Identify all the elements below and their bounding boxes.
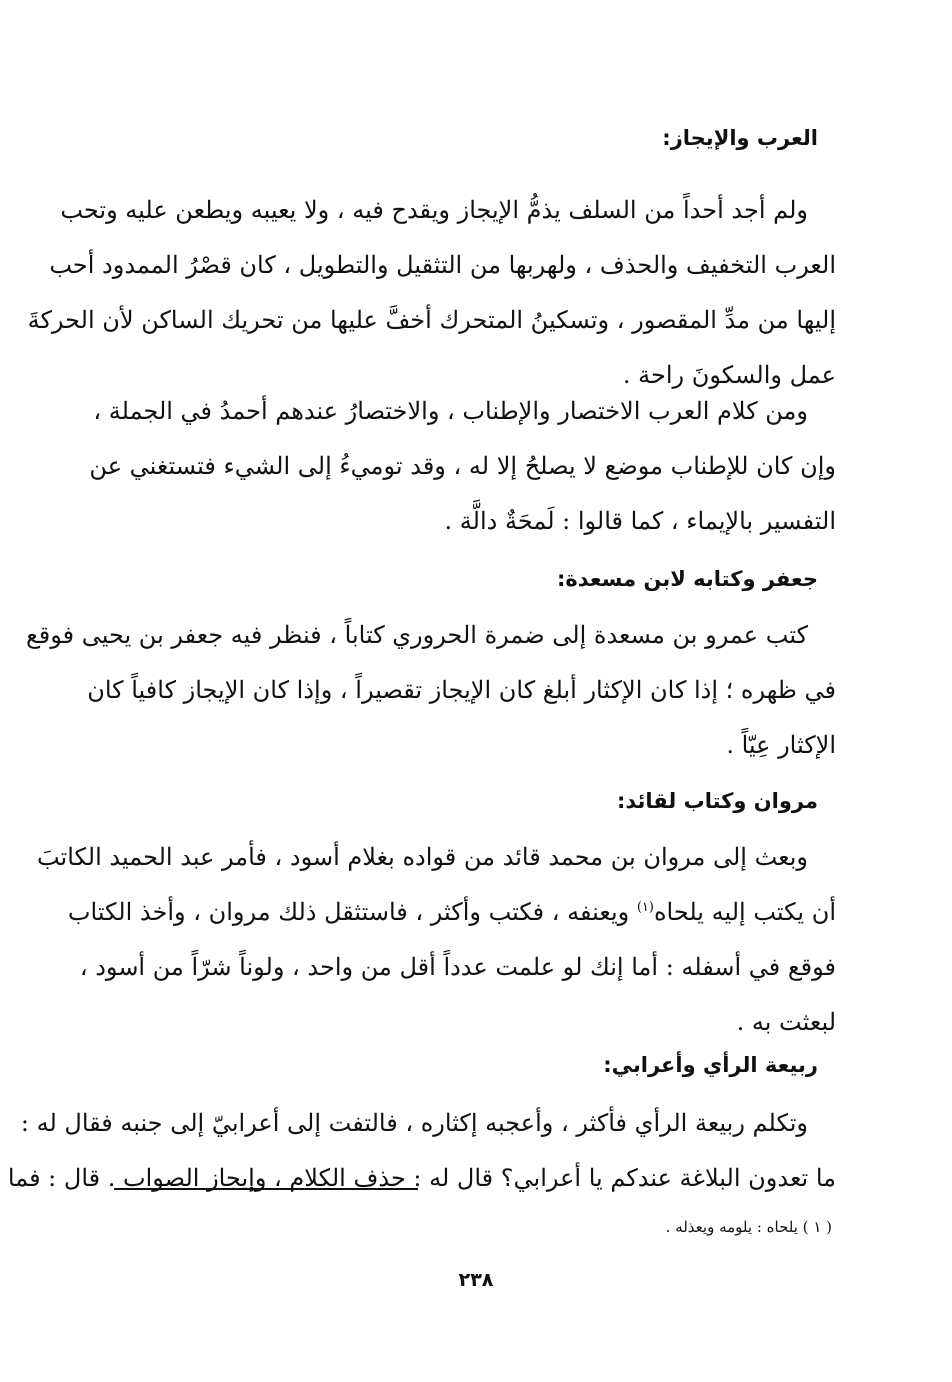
text-line: إليها من مدِّ المقصور ، وتسكينُ المتحرك أخفَّ عليها من تحريك الساكن لأن الحركةَ	[27, 306, 836, 334]
footnote-reference[interactable]: (١)	[636, 900, 654, 915]
text-line: ولم أجد أحداً من السلف يذمُّ الإيجاز ويقدح فيه ، ولا يعيبه ويطعن عليه وتحب	[60, 196, 808, 224]
page-number: ٢٣٨	[458, 1269, 494, 1291]
section-heading: جعفر وكتابه لابن مسعدة:	[556, 567, 818, 591]
text-line: وتكلم ربيعة الرأي فأكثر ، وأعجبه إكثاره ، فالتفت إلى أعرابيّ إلى جنبه فقال له :	[20, 1109, 808, 1137]
text-line: في ظهره ؛ إذا كان الإكثار أبلغ كان الإيجاز تقصيراً ، وإذا كان الإيجاز كافياً كان	[87, 676, 836, 704]
text-line: وبعث إلى مروان بن محمد قائد من قواده بغلام أسود ، فأمر عبد الحميد الكاتبَ	[36, 843, 808, 871]
paragraph	[89, 384, 836, 549]
text-line: فوقع في أسفله : أما إنك لو علمت عدداً أقل من واحد ، ولوناً شرّاً من أسود ،	[79, 953, 836, 981]
text-line: وإن كان للإطناب موضع لا يصلحُ إلا له ، وقد توميءُ إلى الشيء فتستغني عن	[89, 452, 836, 480]
text-line: العرب التخفيف والحذف ، ولهربها من التثقيل والتطويل ، كان قصْرُ الممدود أحب	[49, 251, 836, 279]
text-line: ما تعدون البلاغة عندكم يا أعرابي؟ قال له : حذف الكلام ، وإيجاز الصواب . قال : فما	[7, 1164, 836, 1192]
text-line: ومن كلام العرب الاختصار والإطناب ، والاختصارُ عندهم أحمدُ في الجملة ،	[93, 397, 808, 425]
paragraph	[27, 183, 836, 403]
text-line: كتب عمرو بن مسعدة إلى ضمرة الحروري كتاباً ، فنظر فيه جعفر بن يحيى فوقع	[26, 621, 808, 649]
text-line: الإكثار عِيّاً .	[726, 731, 836, 759]
paragraph	[36, 830, 836, 1050]
footnote-separator	[114, 1188, 418, 1190]
section-heading: ربيعة الرأي وأعرابي:	[603, 1053, 818, 1077]
paragraph	[26, 608, 836, 773]
text-line: عمل والسكونَ راحة .	[622, 361, 836, 389]
text-line: التفسير بالإيماء ، كما قالوا : لَمحَةٌ دالَّة .	[444, 507, 836, 535]
section-heading: مروان وكتاب لقائد:	[617, 789, 818, 813]
section-heading: العرب والإيجاز:	[662, 126, 818, 150]
footnote: ( ١ ) يلحاه : يلومه ويعذله .	[665, 1218, 832, 1236]
text-line-with-footnote: أن يكتب إليه يلحاه$^{(١)}$ ويعنفه ، فكتب وأكثر ، فاستثقل ذلك مروان ، وأخذ الكتاب	[67, 898, 836, 926]
text-line: لبعثت به .	[736, 1008, 836, 1036]
